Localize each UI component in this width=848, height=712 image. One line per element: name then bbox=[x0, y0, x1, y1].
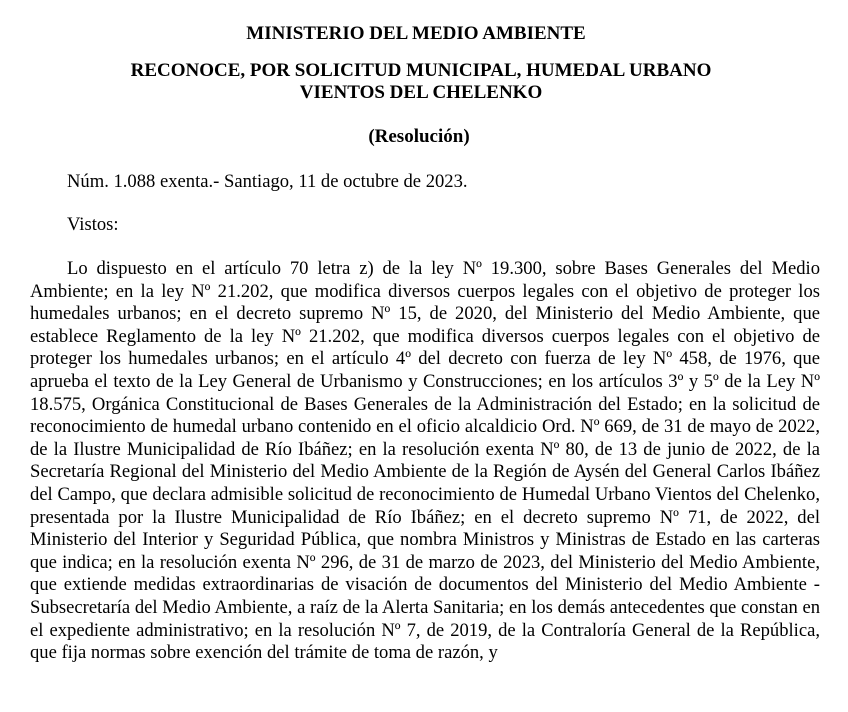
resolution-title-line-1: RECONOCE, POR SOLICITUD MUNICIPAL, HUMEDAL URBANO bbox=[130, 60, 712, 81]
vistos-label: Vistos: bbox=[67, 214, 119, 235]
resolution-number-line: Núm. 1.088 exenta.- Santiago, 11 de octubre de 2023. bbox=[67, 171, 468, 192]
ministry-heading: MINISTERIO DEL MEDIO AMBIENTE bbox=[246, 23, 586, 44]
vistos-body-paragraph: Lo dispuesto en el artículo 70 letra z) de la ley Nº 19.300, sobre Bases Generales del Medio Ambiente; en la ley Nº 21.202, que modifica diversos cuerpos legales con el objetivo de proteger los humedales urbanos; en el decreto supremo Nº 15, de 2020, del Ministerio del Medio Ambiente, que establece Reglamento de la ley Nº 21.202, que modifica diversos cuerpos legales con el objetivo de proteger los humedales urbanos; en el artículo 4º del decreto con fuerza de ley Nº 458, de 1976, que aprueba el texto de la Ley General de Urbanismo y Construcciones; en los artículos 3º y 5º de la Ley Nº 18.575, Orgánica Constitucional de Bases Generales de la Administración del Estado; en la solicitud de reconocimiento de humedal urbano contenido en el oficio alcaldicio Ord. Nº 669, de 31 de mayo de 2022, de la Ilustre Municipalidad de Río Ibáñez; en la resolución exenta Nº 80, de 13 de junio de 2022, de la Secretaría Regional del Ministerio del Medio Ambiente de la Región de Aysén del General Carlos Ibáñez del Campo, que declara admisible solicitud de reconocimiento de Humedal Urbano Vientos del Chelenko, presentada por la Ilustre Municipalidad de Río Ibáñez; en el decreto supremo Nº 71, de 2022, del Ministerio del Interior y Seguridad Pública, que nombra Ministros y Ministras de Estado en las carteras que indica; en la resolución exenta Nº 296, de 31 de marzo de 2023, del Ministerio del Medio Ambiente, que extiende medidas extraordinarias de visación de documentos del Ministerio del Medio Ambiente - Subsecretaría del Medio Ambiente, a raíz de la Alerta Sanitaria; en los demás antecedentes que constan en el expediente administrativo; en la resolución Nº 7, de 2019, de la Contraloría General de la República, que fija normas sobre exención del trámite de toma de razón, y bbox=[30, 258, 820, 664]
resolution-title bbox=[0, 60, 842, 104]
resolution-title-line-2: VIENTOS DEL CHELENKO bbox=[299, 82, 543, 103]
document-type-label: (Resolución) bbox=[368, 126, 470, 147]
